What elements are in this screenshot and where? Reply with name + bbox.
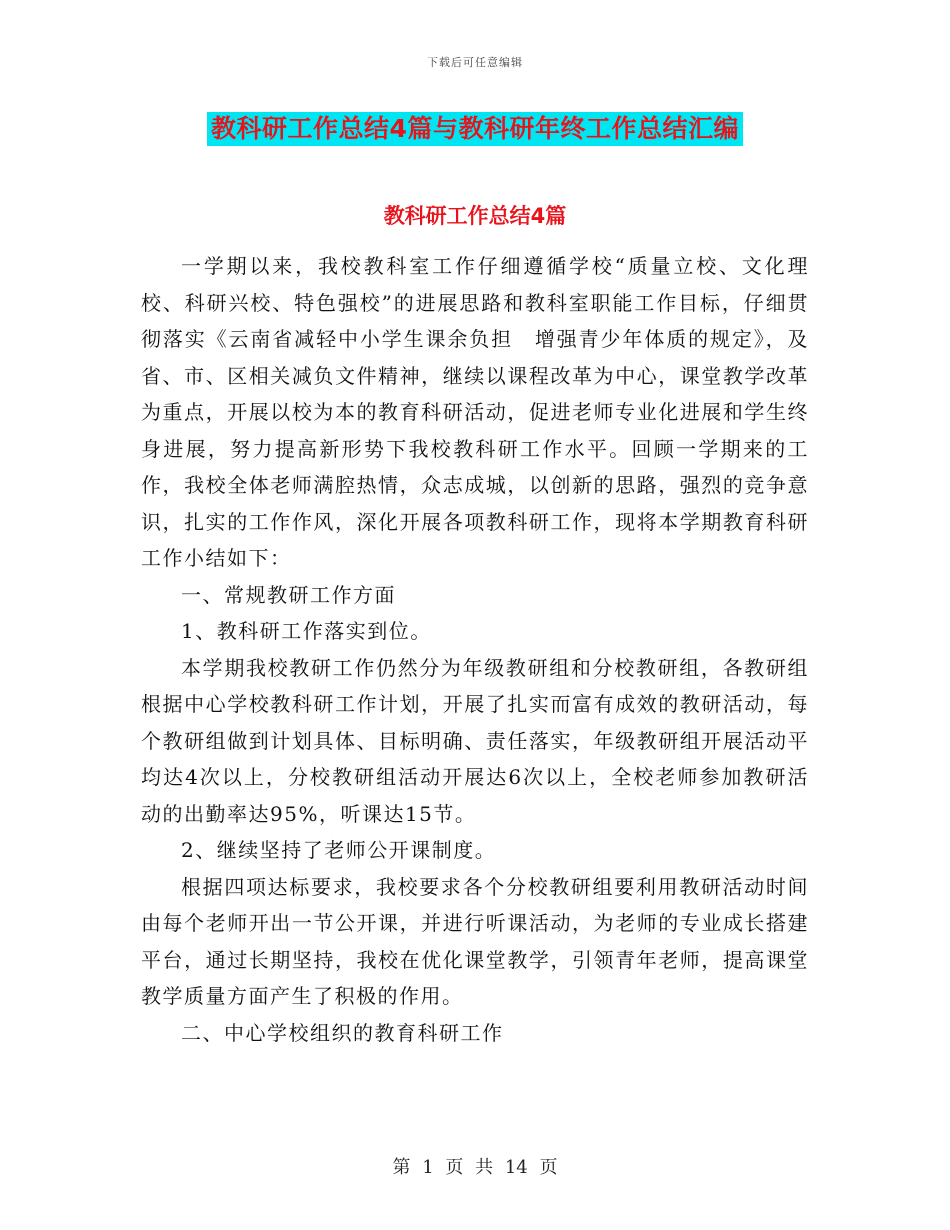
subheading-implementation: 1、教科研工作落实到位。 bbox=[181, 619, 432, 643]
subheading-open-class: 2、继续坚持了老师公开课制度。 bbox=[181, 838, 497, 862]
header-note: 下载后可任意编辑 bbox=[427, 56, 523, 69]
heading-routine-research: 一、常规教研工作方面 bbox=[181, 582, 396, 607]
document-body bbox=[141, 248, 809, 1051]
main-title-container bbox=[0, 112, 950, 146]
section-title: 教科研工作总结4篇 bbox=[383, 204, 567, 228]
main-title: 教科研工作总结4篇与教科研年终工作总结汇编 bbox=[207, 112, 743, 146]
paragraph-open-class: 根据四项达标要求，我校要求各个分校教研组要利用教研活动时间由每个老师开出一节公开课，并进行听课活动，为老师的专业成长搭建平台，通过长期坚持，我校在优化课堂教学，引领青年老师，提高课堂教学质量方面产生了积极的作用。 bbox=[141, 874, 809, 1008]
paragraph-intro: 一学期以来，我校教科室工作仔细遵循学校“质量立校、文化理校、科研兴校、特色强校”的进展思路和教科室职能工作目标，仔细贯彻落实《云南省减轻中小学生课余负担 增强青少年体质的规定》，及省、市、区相关减负文件精神，继续以课程改革为中心，课堂教学改革为重点，开展以校为本的教育科研活动，促进老师专业化进展和学生终身进展，努力提高新形势下我校教科研工作水平。回顾一学期来的工作，我校全体老师满腔热情，众志成城，以创新的思路，强烈的竞争意识，扎实的工作作风，深化开展各项教科研工作，现将本学期教育科研工作小结如下： bbox=[141, 254, 809, 570]
heading-central-school: 二、中心学校组织的教育科研工作 bbox=[181, 1020, 504, 1045]
paragraph-research-groups: 本学期我校教研工作仍然分为年级教研组和分校教研组，各教研组根据中心学校教科研工作计划，开展了扎实而富有成效的教研活动，每个教研组做到计划具体、目标明确、责任落实，年级教研组开展活动平均达4次以上，分校教研组活动开展达6次以上，全校老师参加教研活动的出勤率达95%，听课达15节。 bbox=[141, 655, 809, 826]
page-footer: 第 1 页 共 14 页 bbox=[392, 1157, 558, 1178]
